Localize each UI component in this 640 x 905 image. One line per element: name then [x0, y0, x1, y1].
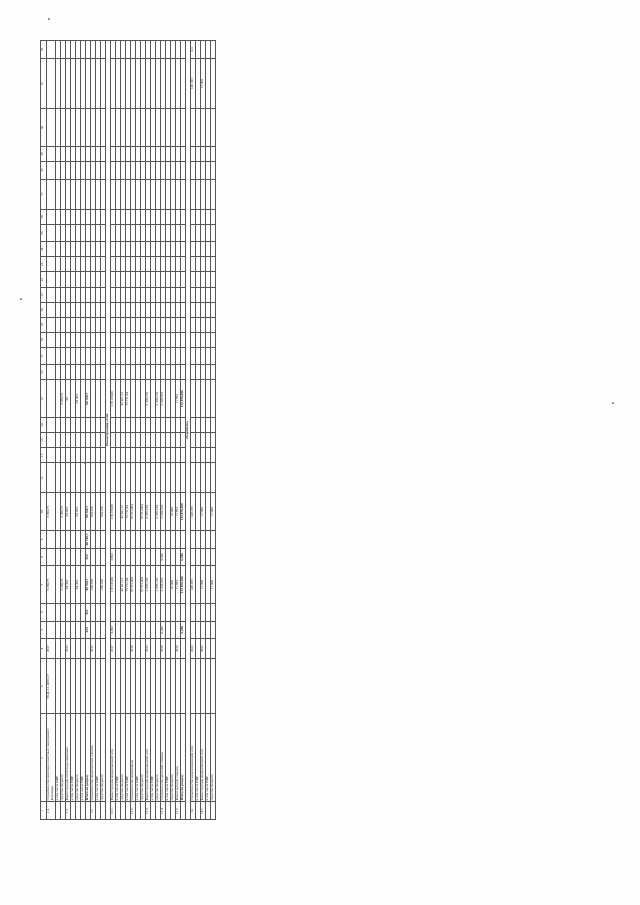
- table-cell: [210, 287, 215, 302]
- table-cell: 2017: [65, 639, 70, 659]
- table-cell: [210, 146, 215, 161]
- table-cell: Строительство комплекса очистных сооружений с. Березовка: [47, 714, 56, 802]
- table-cell: 3,962: [110, 548, 115, 566]
- table-cell: 2 376,120: [145, 380, 150, 418]
- table-cell: в том числе ПИР: [70, 714, 75, 802]
- table-cell: [210, 448, 215, 463]
- table-cell: [210, 257, 215, 272]
- table-cell: 17 000: [200, 566, 205, 604]
- table-cell: 2016: [130, 639, 135, 659]
- table-cell: [47, 365, 56, 380]
- table-cell: 98 769,7: [85, 531, 90, 549]
- table-cell: [47, 161, 56, 179]
- scan-speck: [20, 298, 22, 300]
- column-header-30: 30: [41, 109, 47, 147]
- table-cell: [210, 302, 215, 317]
- table-cell: в том числе ПИР: [150, 714, 155, 802]
- table-cell: [47, 302, 56, 317]
- table-cell: 3 290,75: [60, 380, 65, 418]
- table-cell: в том числе ПИР: [95, 714, 100, 802]
- table-cell: [47, 548, 56, 566]
- table-row: [47, 41, 56, 820]
- column-header-24: 24: [41, 242, 47, 257]
- table-cell: 3 290,75: [60, 493, 65, 531]
- scan-speck: [612, 402, 614, 404]
- table-cell: [47, 58, 56, 108]
- table-cell: 12.1.: [110, 802, 115, 820]
- column-header-2: 2: [41, 714, 47, 802]
- table-cell: [210, 659, 215, 714]
- table-cell: 17 000: [210, 566, 215, 604]
- column-header-16: 16: [41, 365, 47, 380]
- table-cell: Строительство насосной станции: [160, 714, 165, 802]
- table-cell: [210, 347, 215, 365]
- table-cell: [210, 639, 215, 659]
- table-cell: в том числе ПИР: [165, 714, 170, 802]
- table-cell: 75 711,94: [125, 493, 130, 531]
- table-cell: 160 326: [90, 566, 95, 604]
- table-cell: 14.1.: [200, 802, 205, 820]
- table-cell: Строительство водоочистной станции: [90, 714, 95, 802]
- column-header-1: 1: [41, 802, 47, 820]
- table-cell: 17 000: [210, 493, 215, 531]
- table-cell: 80: [65, 380, 70, 418]
- table-cell: 2022: [200, 639, 205, 659]
- table-cell: [210, 109, 215, 147]
- table-cell: 149 295: [190, 566, 195, 604]
- table-cell: [210, 621, 215, 639]
- table-cell: 94 363: [75, 380, 80, 418]
- table-cell: 98 769,7: [85, 380, 90, 418]
- scan-speck: [48, 18, 50, 20]
- table-cell: [47, 531, 56, 549]
- table-cell: 0,345: [160, 548, 165, 566]
- table-cell: 94 363: [75, 493, 80, 531]
- table-cell: 118 133,06: [110, 380, 115, 418]
- table-cell: [47, 621, 56, 639]
- table-cell: 160 326: [100, 493, 105, 531]
- table-cell: 0,3: [190, 41, 195, 59]
- table-cell: в том числе ПИР: [195, 714, 200, 802]
- column-header-23: 23: [41, 257, 47, 272]
- table-cell: [210, 531, 215, 549]
- table-cell: [210, 224, 215, 242]
- table-cell: 75 711,94: [125, 566, 130, 604]
- table-cell: 2 376,120: [145, 493, 150, 531]
- column-header-28: 28: [41, 161, 47, 179]
- column-header-25: 25: [41, 224, 47, 242]
- table-cell: [47, 332, 56, 347]
- table-cell: Реконструкция водопроводной сети: [145, 714, 150, 802]
- table-cell: 12.2.: [130, 802, 135, 820]
- table-cell: 133 076,496: [180, 493, 185, 531]
- table-cell: в том числе ПИР: [55, 714, 60, 802]
- column-header-11: 11: [41, 463, 47, 493]
- table-cell: 38-Ц-2-1-0053-17: [47, 659, 56, 714]
- table-cell: в том числе ПИР: [115, 714, 120, 802]
- table-cell: средства бюджета: [75, 714, 80, 802]
- table-cell: в том числе ПИР: [125, 714, 130, 802]
- table-cell: 3 290,75: [47, 493, 56, 531]
- table-cell: 2 376,120: [155, 566, 160, 604]
- table-cell: 42 421,12: [120, 380, 125, 418]
- table-body: [47, 41, 216, 820]
- column-header-5: 5: [41, 621, 47, 639]
- investment-program-table: [40, 40, 216, 820]
- table-cell: 6,286: [180, 621, 185, 639]
- column-header-9: 9: [41, 531, 47, 549]
- table-cell: 12.5.: [175, 802, 180, 820]
- table-cell: 98 769,7: [85, 493, 90, 531]
- column-header-19: 19: [41, 317, 47, 332]
- table-cell: 98 769,7: [85, 566, 90, 604]
- table-cell: средства бюджета: [100, 714, 105, 802]
- table-cell: средства бюджета: [60, 714, 65, 802]
- table-cell: [47, 209, 56, 224]
- column-header-26: 26: [41, 209, 47, 224]
- table-cell: 6,286: [180, 548, 185, 566]
- table-cell: [47, 179, 56, 209]
- column-header-10: 10: [41, 493, 47, 531]
- table-cell: [47, 603, 56, 621]
- table-cell: 10 000: [170, 566, 175, 604]
- table-cell: [210, 463, 215, 493]
- table-cell: 12.: [90, 802, 95, 820]
- column-header-7: 7: [41, 566, 47, 604]
- table-cell: 2022: [190, 639, 195, 659]
- table-cell: Итого по разделу: [85, 714, 90, 802]
- table-cell: [47, 317, 56, 332]
- table-cell: 3,962: [110, 621, 115, 639]
- column-header-12: 12: [41, 448, 47, 463]
- table-cell: [210, 58, 215, 108]
- column-header-21: 21: [41, 287, 47, 302]
- column-header-4: 4: [41, 639, 47, 659]
- column-header-8: 8: [41, 548, 47, 566]
- column-header-27: 27: [41, 179, 47, 209]
- table-cell: 1.4.: [47, 802, 56, 820]
- column-header-14: 14: [41, 418, 47, 433]
- table-cell: [47, 257, 56, 272]
- table-cell: [210, 209, 215, 224]
- table-cell: [210, 161, 215, 179]
- table-cell: 2017: [47, 639, 56, 659]
- table-cell: [210, 418, 215, 433]
- table-cell: 19 571,463: [140, 493, 145, 531]
- table-cell: 2 376,120: [145, 566, 150, 604]
- table-cell: [210, 332, 215, 347]
- column-header-20: 20: [41, 302, 47, 317]
- table-cell: 0,345: [160, 621, 165, 639]
- table-cell: средства бюджета: [210, 714, 215, 802]
- table-cell: 160 326: [100, 566, 105, 604]
- table-cell: 94 363: [65, 566, 70, 604]
- table-cell: [210, 380, 215, 418]
- table-cell: 1.5.: [65, 802, 70, 820]
- table-cell: средства бюджета: [170, 714, 175, 802]
- table-cell: [47, 433, 56, 448]
- table-cell: в том числе ПИР: [135, 714, 140, 802]
- table-cell: [210, 603, 215, 621]
- table-cell: [210, 242, 215, 257]
- table-cell: [210, 802, 215, 820]
- table-cell: [47, 380, 56, 418]
- table-cell: средства бюджета: [155, 714, 160, 802]
- table-cell: [210, 272, 215, 287]
- column-header-22: 22: [41, 272, 47, 287]
- table-cell: 19 571,463: [130, 566, 135, 604]
- table-cell: 11 993: [175, 493, 180, 531]
- table-cell: 14.: [190, 802, 195, 820]
- column-header-3: 3: [41, 659, 47, 714]
- table-cell: [210, 548, 215, 566]
- table-cell: 133 076,496: [180, 380, 185, 418]
- table-cell: Реконструкция водопроводной сети: [110, 714, 115, 802]
- column-header-17: 17: [41, 347, 47, 365]
- table-cell: 10 000: [170, 493, 175, 531]
- table-cell: [47, 347, 56, 365]
- table-cell: 149 295: [190, 58, 195, 108]
- table-cell: 160 326: [90, 493, 95, 531]
- table-cell: 2017: [90, 639, 95, 659]
- table-cell: 19 571,463: [140, 566, 145, 604]
- table-cell: Строительство канализационной сети: [190, 714, 195, 802]
- table-cell: 133 076,496: [180, 566, 185, 604]
- table-cell: [210, 317, 215, 332]
- column-header-29: 29: [41, 146, 47, 161]
- table-cell: 11 993: [175, 380, 180, 418]
- table-cell: Реконструкция водопроводной сети: [200, 714, 205, 802]
- table-cell: в том числе ПИР: [80, 714, 85, 802]
- table-cell: 42 421,12: [120, 566, 125, 604]
- table-cell: 94 363: [75, 566, 80, 604]
- table-cell: [47, 242, 56, 257]
- table-cell: [210, 433, 215, 448]
- table-cell: [47, 224, 56, 242]
- table-cell: [47, 109, 56, 147]
- table-cell: в том числе ПИР: [205, 714, 210, 802]
- table-cell: 11 993: [175, 566, 180, 604]
- table-cell: 2016: [175, 639, 180, 659]
- table-cell: 17 000: [200, 58, 205, 108]
- section-title: Реконструкция сетей: [105, 41, 110, 820]
- table-cell: 2017: [145, 639, 150, 659]
- table-cell: 453: [85, 603, 90, 621]
- column-header-15: 15: [41, 380, 47, 418]
- table-cell: 118 133,06: [110, 493, 115, 531]
- table-cell: 453: [85, 621, 90, 639]
- table-cell: Реконструкция станции: [175, 714, 180, 802]
- table-cell: [210, 365, 215, 380]
- table-cell: 12.4.: [160, 802, 165, 820]
- column-header-18: 18: [41, 332, 47, 347]
- table-cell: 2 228,910: [160, 380, 165, 418]
- table-cell: [47, 146, 56, 161]
- table-cell: [210, 179, 215, 209]
- table-cell: 19 571,463: [130, 493, 135, 531]
- table-row: [210, 41, 215, 820]
- section-title: Разработка: [185, 41, 190, 820]
- table-cell: [47, 448, 56, 463]
- table-cell: Реконструкция сетей водоснабжения: [65, 714, 70, 802]
- table-cell: 75 711,94: [125, 380, 130, 418]
- rotated-table-wrapper: [40, 40, 480, 820]
- table-cell: [47, 463, 56, 493]
- table-cell: [47, 41, 56, 59]
- table-cell: Итого по разделу: [180, 714, 185, 802]
- table-cell: [210, 41, 215, 59]
- table-cell: 2017: [110, 639, 115, 659]
- column-header-6: 6: [41, 603, 47, 621]
- column-header-31: 31: [41, 58, 47, 108]
- table-cell: 2 228,910: [160, 566, 165, 604]
- table-cell: средства бюджета: [120, 714, 125, 802]
- table-cell: 12.3.: [145, 802, 150, 820]
- table-cell: 17 000: [200, 493, 205, 531]
- table-cell: 3 290,75: [60, 566, 65, 604]
- table-cell: [47, 272, 56, 287]
- table-cell: [47, 287, 56, 302]
- table-cell: [47, 418, 56, 433]
- table-cell: 2 376,120: [155, 493, 160, 531]
- table-cell: 42 421,12: [120, 493, 125, 531]
- table-cell: 2 376,120: [155, 380, 160, 418]
- column-header-32: 32: [41, 41, 47, 59]
- table-cell: 453: [85, 548, 90, 566]
- column-header-13: 13: [41, 433, 47, 448]
- table-cell: 2 228,910: [160, 493, 165, 531]
- table-cell: средства бюджета: [140, 714, 145, 802]
- table-cell: 3 290,75: [47, 566, 56, 604]
- table-cell: 2016: [160, 639, 165, 659]
- table-cell: Строительство водопровода: [130, 714, 135, 802]
- table-cell: 118 133,06: [110, 566, 115, 604]
- table-cell: 94 363: [65, 493, 70, 531]
- table-cell: 149 295: [190, 493, 195, 531]
